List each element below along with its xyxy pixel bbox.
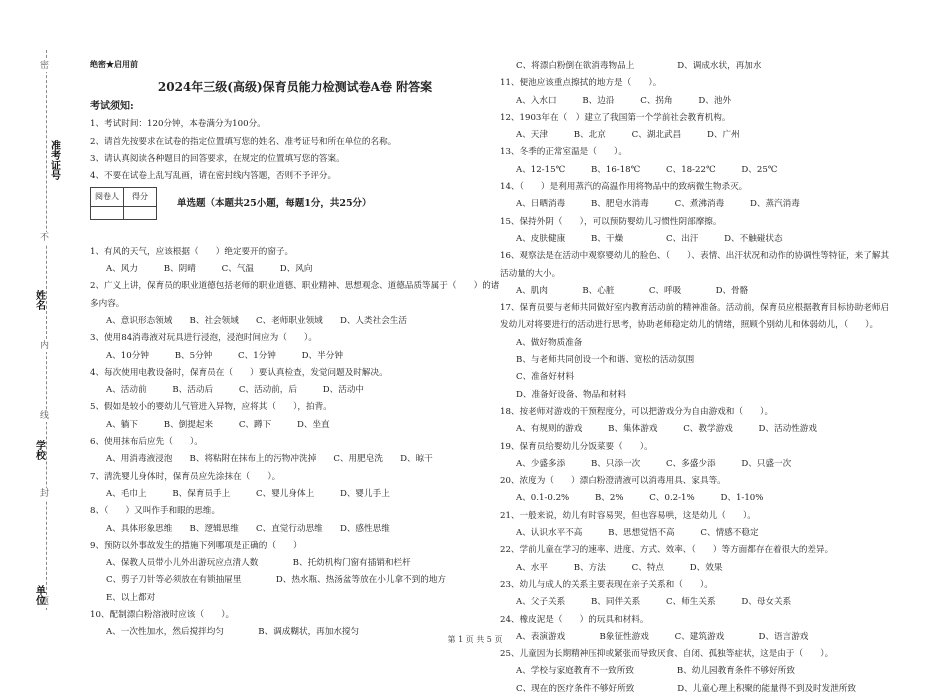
seal-word: 密 [40,61,50,71]
question-text: 16、观察法是在活动中观察婴幼儿的脸色、（ ）、表情、出汗状况和动作的协调性等特征，来了解其活动量的大小。 [500,251,890,279]
name-field[interactable] [24,290,54,310]
name-label: 姓名 [33,290,45,310]
school-field[interactable] [24,440,54,460]
answer-options: A、10分钟 B、5分钟 C、1分钟 D、半分钟 [106,350,343,361]
page-title: 2024年三级(高级)保育员能力检测试卷A卷 附答案 [157,80,433,94]
answer-options: A、0.1-0.2% B、2% C、0.2-1% D、1-10% [516,493,764,504]
question-text: 23、幼儿与成人的关系主要表现在亲子关系和（ ）。 [500,579,713,590]
binding-margin [0,0,62,671]
question-text: 24、橡皮泥是（ ）的玩具和材料。 [500,614,649,625]
answer-options: A、肌肉 B、心脏 C、呼吸 D、骨骼 [516,285,749,296]
answer-options: C、准备好材料 [516,372,575,383]
answer-options: A、学校与家庭教育不一致所致 B、幼儿园教育条件不够好所致 [516,666,795,677]
question-text: 21、一般来说，幼儿有时容易哭，但也容易哄，这是幼儿（ ）。 [500,510,756,521]
question-text: 7、清洗婴儿身体时，保育员应先涂抹在（ ）。 [90,471,281,482]
question-text: 19、保育员给婴幼儿分饭菜要（ ）。 [500,441,653,452]
question-text: 17、保育员要与老师共同做好室内教育活动前的精神准备。活动前，保育员应根据教育目标协助老师启发幼儿对将要进行的活动进行思考，协助老师稳定幼儿的情绪，照顾个别幼儿和体弱幼儿，（ ）。 [500,303,890,331]
answer-options: A、毛巾上 B、保育员手上 C、婴儿身体上 D、婴儿手上 [106,488,390,499]
answer-options: C、剪子刀针等必须放在有锁抽屉里 D、热水瓶、热汤盆等放在小儿拿不到的地方 [106,575,447,586]
answer-options: A、意识形态领域 B、社会领域 C、老师职业领域 D、人类社会生活 [106,315,407,326]
answer-options: A、做好物质准备 [516,337,583,348]
answer-options: A、表演游戏 B象征性游戏 C、建筑游戏 D、语言游戏 [516,631,809,642]
unit-label: 单位 [33,585,45,605]
notice-item: 1、考试时间：120分钟，本卷满分为100分。 [90,119,266,130]
section-heading: 单选题（本题共25小题，每题1分，共25分） [177,197,372,209]
answer-options: A、风力 B、阴晴 C、气温 D、风向 [106,264,313,275]
answer-options: E、以上都对 [106,592,156,603]
unit-field[interactable] [24,585,54,605]
question-text: 5、假如是较小的婴幼儿气管进入异物，应将其（ ），拍背。 [90,402,332,413]
notice-heading: 考试须知: [90,101,134,112]
grader-input[interactable] [91,206,124,219]
notice-item: 2、请首先按要求在试卷的指定位置填写您的姓名、准考证号和所在单位的名称。 [90,136,397,147]
question-text: 12、1903年在（ ）建立了我国第一个学前社会教育机构。 [500,112,731,123]
answer-options: A、一次性加水，然后搅拌均匀 B、调成糊状，再加水搅匀 [106,627,360,638]
grader-cell: 阅卷人 [91,188,124,206]
answer-options: A、具体形象思维 B、逻辑思维 C、直觉行动思维 D、感性思维 [106,523,390,534]
answer-options: A、用消毒液浸泡 B、将粘附在抹布上的污物冲洗掉 C、用肥皂洗 D、晾干 [106,454,433,465]
answer-options: D、准备好设备、物品和材料 [516,389,627,400]
question-text: 18、按老师对游戏的干预程度分，可以把游戏分为自由游戏和（ ）。 [500,406,774,417]
score-input[interactable] [124,206,157,219]
answer-options: B、与老师共同创设一个和谐、宽松的活动氛围 [516,355,695,366]
answer-options: A、入水口 B、边沿 C、拐角 D、池外 [516,95,732,106]
question-text: 20、浓度为（ ）漂白粉澄清液可以消毒用具、家具等。 [500,476,726,487]
question-list [500,58,895,698]
score-row [90,187,500,219]
seal-line [46,50,47,610]
question-text: 15、保持外阴（ ），可以预防婴幼儿习惯性阴部摩擦。 [500,216,722,227]
answer-options: A、少盛多添 B、只添一次 C、多盛少添 D、只盛一次 [516,458,792,469]
score-table [90,187,157,219]
seal-word: 线 [40,411,50,421]
question-text: 2、广义上讲，保育员的职业道德包括老师的职业道德、职业精神、思想观念、道德品质等属于（ ）的诸多内容。 [90,281,500,309]
question-text: 25、儿童因为长期精神压抑或紧张而导致厌食、自闭、孤独等症状，这是由于（ ）。 [500,649,834,660]
school-label: 学校 [33,440,45,460]
right-column [500,58,895,698]
answer-options: A、保教人员带小儿外出游玩应点清人数 B、托幼机构门窗有插销和栏杆 [106,558,411,569]
notice-item: 4、不要在试卷上乱写乱画，请在密封线内答题，否则不予评分。 [90,171,337,182]
answer-options: A、认识水平不高 B、思想觉悟不高 C、情感不稳定 [516,528,759,539]
question-text: 10、配制漂白粉溶液时应该（ ）。 [90,610,235,621]
answer-options: A、皮肤健康 B、干燥 C、出汗 D、不触碰状态 [516,233,783,244]
question-list [90,244,500,642]
question-text: 3、使用84消毒液对玩具进行浸泡，浸泡时间应为（ ）。 [90,333,317,344]
question-text: 8、（ ）又叫作手和眼的思维。 [90,506,221,517]
question-text: 4、每次使用电教设备时，保育员在（ ）要认真检查，发觉问题及时解决。 [90,367,388,378]
seal-word: 内 [40,341,50,351]
seal-word: 题 [40,597,50,607]
answer-options: A、躺下 B、倒提起来 C、蹲下 D、坐直 [106,419,330,430]
answer-options: A、有规则的游戏 B、集体游戏 C、教学游戏 D、活动性游戏 [516,424,817,435]
answer-options: C、现在的医疗条件不够好所致 D、儿童心理上积聚的能量得不到及时发泄所致 [516,683,857,694]
question-text: 14、（ ）是利用蒸汽的高温作用将物品中的致病微生物杀灭。 [500,182,748,193]
question-text: 6、使用抹布后应先（ ）。 [90,437,203,448]
left-column [90,98,500,642]
score-cell: 得分 [124,188,157,206]
confidential-tag: 绝密★启用前 [90,59,138,69]
question-text: 22、学前儿童在学习的速率、进度、方式、效率、（ ）等方面都存在着很大的差异。 [500,545,834,556]
exam-number-field[interactable] [24,140,84,180]
seal-word: 不 [40,233,50,243]
page-number: 第 1 页 共 5 页 [447,635,503,644]
answer-options: A、水平 B、方法 C、特点 D、效果 [516,562,723,573]
notice-item: 3、请认真阅读各种题目的回答要求，在规定的位置填写您的答案。 [90,153,345,164]
answer-options: C、将漂白粉倒在欲消毒物品上 D、调成水状，再加水 [516,61,762,71]
exam-number-label: 准考证号 [48,140,60,180]
question-text: 11、便池应该重点擦拭的地方是（ ）。 [500,78,662,89]
answer-options: A、天津 B、北京 C、湖北武昌 D、广州 [516,130,740,141]
question-text: 9、预防以外事故发生的措施下列哪项是正确的（ ） [90,540,302,551]
answer-options: A、父子关系 B、同伴关系 C、师生关系 D、母女关系 [516,597,792,608]
answer-options: A、日晒消毒 B、肥皂水消毒 C、煮沸消毒 D、蒸汽消毒 [516,199,800,210]
seal-word: 封 [40,489,50,499]
question-text: 1、有风的天气，应该根据（ ）绝定要开的窗子。 [90,246,294,257]
answer-options: A、12-15℃ B、16-18℃ C、18-22℃ D、25℃ [516,164,778,175]
answer-options: A、活动前 B、活动后 C、活动前，后 D、活动中 [106,385,365,396]
question-text: 13、冬季的正常室温是（ ）。 [500,147,627,158]
